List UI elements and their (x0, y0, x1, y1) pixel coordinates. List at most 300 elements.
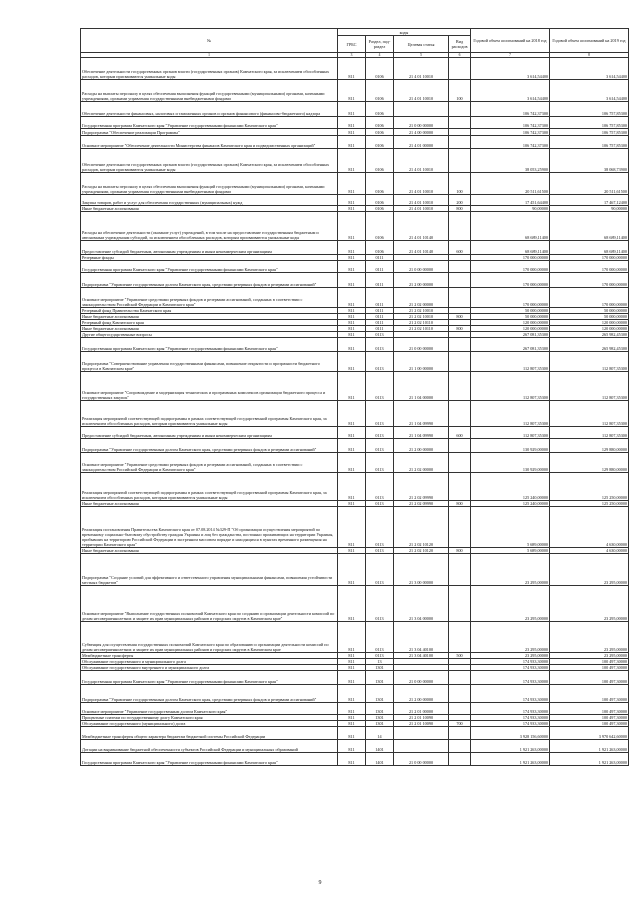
row-grbs: 811 (338, 58, 366, 80)
row-razdel: 0106 (366, 80, 394, 102)
table-row (81, 80, 629, 102)
row-expense-type (449, 136, 471, 149)
row-target-article: 21 1 00 00000 (394, 352, 449, 372)
row-grbs: 811 (338, 261, 366, 273)
row-target-article: 21 2 02 10010 (394, 308, 449, 314)
row-target-article: 21 0 00 00000 (394, 338, 449, 352)
row-amount-2018: 106 742,37300 (471, 129, 550, 136)
table-row (81, 212, 629, 241)
row-amount-2018: 50 000,00000 (471, 314, 550, 320)
row-expense-type (449, 753, 471, 766)
row-target-article: 21 2 00 00000 (394, 685, 449, 703)
row-expense-type (449, 439, 471, 453)
row-amount-2018: 174 933,30000 (471, 665, 550, 671)
table-row (81, 372, 629, 401)
row-razdel: 0111 (366, 314, 394, 320)
row-target-article: 21 4 01 10010 (394, 58, 449, 80)
row-target-article: 21 4 01 10010 (394, 195, 449, 206)
row-amount-2018: 1 921 263,00000 (471, 740, 550, 753)
page-number: 9 (318, 880, 322, 886)
row-amount-2018: 170 000,00000 (471, 273, 550, 288)
row-amount-2019: 3 614,54400 (550, 58, 629, 80)
row-razdel: 0106 (366, 173, 394, 195)
row-expense-type: 800 (449, 314, 471, 320)
row-target-article: 21 2 02 00000 (394, 288, 449, 308)
row-amount-2019: 112 807,35300 (550, 372, 629, 401)
table-row (81, 715, 629, 721)
row-expense-type (449, 685, 471, 703)
row-grbs: 811 (338, 326, 366, 332)
row-amount-2019: 23 295,00000 (550, 586, 629, 622)
row-grbs: 811 (338, 173, 366, 195)
row-name: Межбюджетные трансферты общего характера бюджетам бюджетной системы Российской Федерации (81, 727, 338, 740)
table-row (81, 554, 629, 586)
row-name: Иные бюджетные ассигнования (81, 501, 338, 507)
table-row (81, 659, 629, 665)
row-amount-2019: 125 250,00000 (550, 473, 629, 501)
row-name: Расходы на обеспечение деятельности (оказание услуг) учреждений, в том числе на предоставление государственным бюджетным и автономным учреждениям субсидий, за исключением обособленных расходов, которым присваиваются уникальные коды (81, 212, 338, 241)
row-target-article: 21 2 02 10110 (394, 320, 449, 326)
row-expense-type: 800 (449, 548, 471, 554)
row-amount-2019: 129 880,00000 (550, 453, 629, 473)
row-razdel: 0113 (366, 352, 394, 372)
row-target-article: 21 0 00 00000 (394, 753, 449, 766)
row-expense-type (449, 149, 471, 173)
row-amount-2018: 267 081,35300 (471, 338, 550, 352)
row-name: Государственная программа Камчатского края "Управление государственными финансами Камчатского края" (81, 671, 338, 685)
row-expense-type (449, 261, 471, 273)
budget-table (80, 28, 629, 766)
row-target-article: 21 2 01 10090 (394, 715, 449, 721)
table-row (81, 288, 629, 308)
row-grbs: 811 (338, 427, 366, 439)
header-2019: Годовой объем ассигнований на 2019 год (550, 29, 629, 53)
row-grbs: 811 (338, 372, 366, 401)
table-row (81, 149, 629, 173)
row-amount-2019: 106 757,85300 (550, 117, 629, 129)
row-amount-2019: 100 497,30000 (550, 665, 629, 671)
row-expense-type (449, 352, 471, 372)
row-amount-2018: 23 295,00000 (471, 653, 550, 659)
header-number: № (81, 29, 338, 53)
row-amount-2018: 106 742,37300 (471, 136, 550, 149)
table-body (81, 58, 629, 766)
row-target-article: 21 4 01 10010 (394, 173, 449, 195)
row-razdel: 0113 (366, 439, 394, 453)
column-number: 6 (449, 53, 471, 58)
row-amount-2019: 100 497,30000 (550, 703, 629, 715)
row-grbs: 811 (338, 548, 366, 554)
row-target-article: 21 2 02 00000 (394, 453, 449, 473)
table-row (81, 401, 629, 427)
row-name: Резервный фонд Камчатского края (81, 320, 338, 326)
row-grbs: 811 (338, 622, 366, 653)
row-expense-type: 100 (449, 80, 471, 102)
row-grbs: 811 (338, 501, 366, 507)
row-amount-2019: 100 497,30000 (550, 721, 629, 727)
row-expense-type (449, 507, 471, 548)
row-amount-2018: 50 000,00000 (471, 308, 550, 314)
row-razdel: 0113 (366, 548, 394, 554)
row-grbs: 811 (338, 320, 366, 326)
row-amount-2019: 170 000,00000 (550, 273, 629, 288)
row-razdel: 0111 (366, 308, 394, 314)
row-expense-type: 800 (449, 501, 471, 507)
row-target-article: 21 2 01 00000 (394, 703, 449, 715)
row-grbs: 811 (338, 439, 366, 453)
row-amount-2019: 100 497,30000 (550, 685, 629, 703)
row-name: Обеспечение деятельности государственных органов власти (государственных органов) Камчатского края, за исключением обособленных расходов, которым присваиваются уникальные коды (81, 149, 338, 173)
row-grbs: 811 (338, 685, 366, 703)
table-row (81, 671, 629, 685)
row-grbs: 811 (338, 241, 366, 255)
row-name: Межбюджетные трансферты (81, 653, 338, 659)
column-number: 4 (366, 53, 394, 58)
row-expense-type (449, 671, 471, 685)
row-name: Расходы на выплаты персоналу в целях обеспечения выполнения функций государственными (муниципальными) органами, казенными учреждениями, органами управления государственными внебюджетными фондами (81, 173, 338, 195)
row-name: Подпрограмма "Обеспечение реализации Программы" (81, 129, 338, 136)
row-expense-type (449, 554, 471, 586)
row-target-article: 21 4 01 10140 (394, 241, 449, 255)
row-razdel: 0106 (366, 136, 394, 149)
row-amount-2019: 1 921 263,00000 (550, 740, 629, 753)
row-expense-type: 700 (449, 721, 471, 727)
row-amount-2019: 1 921 263,00000 (550, 753, 629, 766)
row-amount-2019: 100 497,30000 (550, 715, 629, 721)
row-grbs: 811 (338, 352, 366, 372)
row-name: Обслуживание государственного (муниципального) долга (81, 721, 338, 727)
table-row (81, 273, 629, 288)
row-name: Государственная программа Камчатского края "Управление государственными финансами Камчатского края" (81, 117, 338, 129)
row-amount-2019: 23 295,00000 (550, 653, 629, 659)
row-name: Подпрограмма "Управление государственным долгом Камчатского края, средствами резервных фондов и резервами ассигнований" (81, 439, 338, 453)
row-target-article: 21 1 04 09990 (394, 401, 449, 427)
table-row (81, 439, 629, 453)
row-grbs: 811 (338, 753, 366, 766)
budget-table-sheet (80, 28, 628, 766)
table-row (81, 453, 629, 473)
row-target-article: 21 2 02 09990 (394, 501, 449, 507)
row-amount-2018: 17 451,64400 (471, 195, 550, 206)
row-target-article: 21 1 04 09990 (394, 427, 449, 439)
row-grbs: 811 (338, 653, 366, 659)
table-row (81, 622, 629, 653)
row-grbs: 811 (338, 703, 366, 715)
row-target-article: 21 4 01 10010 (394, 80, 449, 102)
row-amount-2018: 174 933,30000 (471, 721, 550, 727)
row-amount-2019: 68 689,11400 (550, 212, 629, 241)
row-expense-type (449, 727, 471, 740)
row-name: Расходы на выплаты персоналу в целях обеспечения выполнения функций государственными (муниципальными) органами, казенными учреждениями, органами управления государственными внебюджетными фондами (81, 80, 338, 102)
header-vid: Вид расходов (449, 36, 471, 53)
row-grbs: 811 (338, 212, 366, 241)
row-amount-2018: 90,00000 (471, 206, 550, 212)
row-name: Подпрограмма "Управление государственным долгом Камчатского края, средствами резервных фондов и резервами ассигнований" (81, 685, 338, 703)
row-razdel: 0113 (366, 401, 394, 427)
row-amount-2018: 106 742,37300 (471, 117, 550, 129)
row-grbs: 811 (338, 715, 366, 721)
table-row (81, 740, 629, 753)
row-razdel: 0113 (366, 653, 394, 659)
row-name: Иные бюджетные ассигнования (81, 548, 338, 554)
row-razdel: 14 (366, 727, 394, 740)
row-name: Основное мероприятие "Сопровождение и модернизация технических и программных комплексов организации бюджетного процесса и государственных закупок" (81, 372, 338, 401)
row-target-article: 21 2 01 10090 (394, 721, 449, 727)
row-target-article: 21 2 02 10120 (394, 548, 449, 554)
row-amount-2018: 120 000,00000 (471, 326, 550, 332)
row-razdel: 0106 (366, 206, 394, 212)
header-2018: Годовой объем ассигнований на 2018 год (471, 29, 550, 53)
row-amount-2019: 112 807,35300 (550, 427, 629, 439)
row-razdel: 0106 (366, 129, 394, 136)
row-expense-type: 800 (449, 326, 471, 332)
row-amount-2018: 174 933,30000 (471, 671, 550, 685)
row-grbs: 811 (338, 453, 366, 473)
row-target-article: 21 4 00 00000 (394, 129, 449, 136)
header-razdel: Раздел, под-раздел (366, 36, 394, 53)
row-amount-2018: 68 689,11400 (471, 241, 550, 255)
table-row (81, 352, 629, 372)
row-amount-2019: 4 630,00000 (550, 507, 629, 548)
column-number: 3 (338, 53, 366, 58)
row-expense-type (449, 212, 471, 241)
row-razdel: 0111 (366, 261, 394, 273)
row-amount-2019: 50 000,00000 (550, 308, 629, 314)
row-expense-type (449, 473, 471, 501)
table-row (81, 117, 629, 129)
table-row (81, 338, 629, 352)
row-grbs: 811 (338, 273, 366, 288)
row-expense-type (449, 703, 471, 715)
row-expense-type (449, 401, 471, 427)
row-name: Резервный фонд Правительства Камчатского края (81, 308, 338, 314)
row-amount-2018: 112 807,35300 (471, 401, 550, 427)
row-amount-2019: 106 757,85300 (550, 102, 629, 117)
row-target-article: 21 4 01 10140 (394, 212, 449, 241)
row-expense-type: 600 (449, 241, 471, 255)
table-row (81, 129, 629, 136)
row-name: Подпрограмма "Создание условий для эффективного и ответственного управления муниципальными финансами, повышения устойчивости местных бюджетов" (81, 554, 338, 586)
row-target-article: 21 2 02 09990 (394, 473, 449, 501)
row-target-article: 21 0 00 00000 (394, 671, 449, 685)
row-grbs: 811 (338, 507, 366, 548)
row-name: Закупка товаров, работ и услуг для обеспечения государственных (муниципальных) нужд (81, 195, 338, 206)
row-expense-type: 200 (449, 195, 471, 206)
row-amount-2019: 3 614,54400 (550, 80, 629, 102)
row-amount-2018: 23 295,00000 (471, 622, 550, 653)
row-grbs: 811 (338, 117, 366, 129)
row-razdel: 0113 (366, 501, 394, 507)
row-amount-2018: 174 933,30000 (471, 659, 550, 665)
row-name: Основное мероприятие "Выполнение государственных полномочий Камчатского края по созданию и организации деятельности комиссий по делам несовершеннолетних и защите их прав муниципальных районов и городских округов в Камчатском крае" (81, 586, 338, 622)
row-name: Иные бюджетные ассигнования (81, 326, 338, 332)
row-grbs: 811 (338, 671, 366, 685)
row-razdel: 0106 (366, 149, 394, 173)
row-name: Обслуживание государственного внутреннего и муниципального долга (81, 665, 338, 671)
row-name: Подпрограмма "Управление государственным долгом Камчатского края, средствами резервных фондов и резервами ассигнований" (81, 273, 338, 288)
table-row (81, 721, 629, 727)
table-row (81, 665, 629, 671)
row-name: Иные бюджетные ассигнования (81, 314, 338, 320)
row-expense-type (449, 740, 471, 753)
row-razdel: 0113 (366, 372, 394, 401)
row-target-article (394, 727, 449, 740)
row-name: Реализация мероприятий соответствующей подпрограммы в рамках соответствующей государственной программы Камчатского края, за исключением обособленных расходов, которым присваиваются уникальные коды (81, 401, 338, 427)
table-row (81, 195, 629, 206)
table-row (81, 173, 629, 195)
row-razdel: 0106 (366, 102, 394, 117)
row-expense-type (449, 102, 471, 117)
row-razdel: 13 (366, 659, 394, 665)
row-amount-2018: 23 295,00000 (471, 586, 550, 622)
row-razdel: 1401 (366, 753, 394, 766)
row-amount-2019: 50 000,00000 (550, 314, 629, 320)
table-row (81, 308, 629, 314)
row-target-article: 21 2 02 10120 (394, 507, 449, 548)
table-row (81, 473, 629, 501)
row-name: Иные бюджетные ассигнования (81, 206, 338, 212)
row-target-article: 21 0 00 00000 (394, 261, 449, 273)
row-target-article: 21 3 04 40100 (394, 622, 449, 653)
row-amount-2018: 174 933,30000 (471, 715, 550, 721)
row-grbs: 811 (338, 727, 366, 740)
row-name: Реализация мероприятий соответствующей подпрограммы в рамках соответствующей государственной программы Камчатского края, за исключением обособленных расходов, которым присваиваются уникальные коды (81, 473, 338, 501)
row-grbs: 811 (338, 255, 366, 261)
row-expense-type (449, 586, 471, 622)
row-name: Основное мероприятие "Управление средствами резервных фондов и резервами ассигнований, созданных в соответствии с законодательством Российской Федерации и Камчатского края" (81, 288, 338, 308)
row-grbs: 811 (338, 332, 366, 338)
row-name: Дотации на выравнивание бюджетной обеспеченности субъектов Российской Федерации и муниципальных образований (81, 740, 338, 753)
table-row (81, 241, 629, 255)
row-name: Основное мероприятие "Управление государственным долгом Камчатского края" (81, 703, 338, 715)
row-target-article: 21 3 04 00000 (394, 586, 449, 622)
row-target-article: 21 2 00 00000 (394, 439, 449, 453)
row-amount-2019: 125 250,00000 (550, 501, 629, 507)
table-row (81, 586, 629, 622)
row-razdel: 1301 (366, 703, 394, 715)
header-grbs: ГРБС (338, 36, 366, 53)
row-grbs: 811 (338, 288, 366, 308)
row-grbs: 811 (338, 149, 366, 173)
row-amount-2019: 90,00000 (550, 206, 629, 212)
table-row (81, 427, 629, 439)
row-grbs: 811 (338, 554, 366, 586)
row-amount-2018: 170 000,00000 (471, 261, 550, 273)
row-razdel: 1301 (366, 715, 394, 721)
row-razdel: 0113 (366, 453, 394, 473)
row-razdel: 0106 (366, 58, 394, 80)
row-grbs: 811 (338, 586, 366, 622)
row-name: Предоставление субсидий бюджетным, автономным учреждениям и иным некоммерческим организациям (81, 427, 338, 439)
row-amount-2019: 38 068,73900 (550, 149, 629, 173)
row-name: Обслуживание государственного и муниципального долга (81, 659, 338, 665)
row-amount-2018: 106 742,37300 (471, 102, 550, 117)
row-grbs: 811 (338, 721, 366, 727)
row-name: Государственная программа Камчатского края "Управление государственными финансами Камчатского края" (81, 753, 338, 766)
row-amount-2019: 106 757,85300 (550, 129, 629, 136)
row-target-article (394, 102, 449, 117)
row-amount-2018: 3 614,54400 (471, 58, 550, 80)
table-row (81, 261, 629, 273)
row-razdel: 0113 (366, 473, 394, 501)
row-grbs: 811 (338, 129, 366, 136)
row-name: Другие общегосударственные вопросы (81, 332, 338, 338)
row-target-article: 21 2 02 10010 (394, 314, 449, 320)
row-name: Резервные фонды (81, 255, 338, 261)
row-razdel: 0113 (366, 332, 394, 338)
row-amount-2019: 265 982,45300 (550, 338, 629, 352)
row-target-article (394, 740, 449, 753)
row-expense-type (449, 372, 471, 401)
row-razdel: 1401 (366, 740, 394, 753)
row-grbs: 811 (338, 338, 366, 352)
row-amount-2019: 112 807,35300 (550, 352, 629, 372)
row-razdel: 0113 (366, 554, 394, 586)
row-razdel: 1301 (366, 685, 394, 703)
row-razdel: 0113 (366, 622, 394, 653)
row-amount-2018: 38 053,25900 (471, 149, 550, 173)
row-name: Обеспечение деятельности финансовых, налоговых и таможенных органов и органов финансового (финансово-бюджетного) надзора (81, 102, 338, 117)
row-expense-type (449, 453, 471, 473)
row-name: Процентные платежи по государственному долгу Камчатского края (81, 715, 338, 721)
row-expense-type (449, 129, 471, 136)
row-grbs: 811 (338, 473, 366, 501)
row-amount-2018: 23 295,00000 (471, 554, 550, 586)
column-number: 8 (550, 53, 629, 58)
row-amount-2019: 170 000,00000 (550, 255, 629, 261)
row-amount-2018: 5 689,00000 (471, 507, 550, 548)
row-name: Основное мероприятие "Обеспечение деятельности Министерства финансов Камчатского края и подведомственных организаций" (81, 136, 338, 149)
row-amount-2019: 3 970 642,60000 (550, 727, 629, 740)
row-amount-2018: 174 933,30000 (471, 703, 550, 715)
table-row (81, 703, 629, 715)
row-grbs: 811 (338, 401, 366, 427)
row-target-article: 21 3 04 40100 (394, 653, 449, 659)
table-row (81, 136, 629, 149)
row-amount-2018: 3 928 156,60000 (471, 727, 550, 740)
row-expense-type: 800 (449, 206, 471, 212)
row-amount-2018: 3 614,54400 (471, 80, 550, 102)
row-amount-2018: 170 000,00000 (471, 288, 550, 308)
row-amount-2018: 20 511,61500 (471, 173, 550, 195)
row-amount-2019: 112 807,35300 (550, 401, 629, 427)
row-expense-type (449, 288, 471, 308)
row-target-article: 21 4 01 10010 (394, 149, 449, 173)
row-amount-2019: 106 757,85300 (550, 136, 629, 149)
row-amount-2018: 1 921 263,00000 (471, 753, 550, 766)
row-razdel: 0106 (366, 195, 394, 206)
row-razdel: 0111 (366, 326, 394, 332)
row-grbs: 811 (338, 314, 366, 320)
row-amount-2018: 125 240,00000 (471, 473, 550, 501)
table-row (81, 58, 629, 80)
row-target-article: 21 1 04 00000 (394, 372, 449, 401)
table-row (81, 102, 629, 117)
row-amount-2019: 100 497,30000 (550, 671, 629, 685)
row-amount-2019: 120 000,00000 (550, 326, 629, 332)
row-amount-2019: 68 689,11400 (550, 241, 629, 255)
row-amount-2018: 112 807,35300 (471, 427, 550, 439)
row-razdel: 0106 (366, 212, 394, 241)
row-amount-2019: 4 630,00000 (550, 548, 629, 554)
row-amount-2018: 170 000,00000 (471, 255, 550, 261)
table-row (81, 507, 629, 548)
row-amount-2018: 130 929,00000 (471, 439, 550, 453)
row-grbs: 811 (338, 659, 366, 665)
table-row (81, 753, 629, 766)
row-amount-2018: 112 807,35300 (471, 352, 550, 372)
column-number: 7 (471, 53, 550, 58)
